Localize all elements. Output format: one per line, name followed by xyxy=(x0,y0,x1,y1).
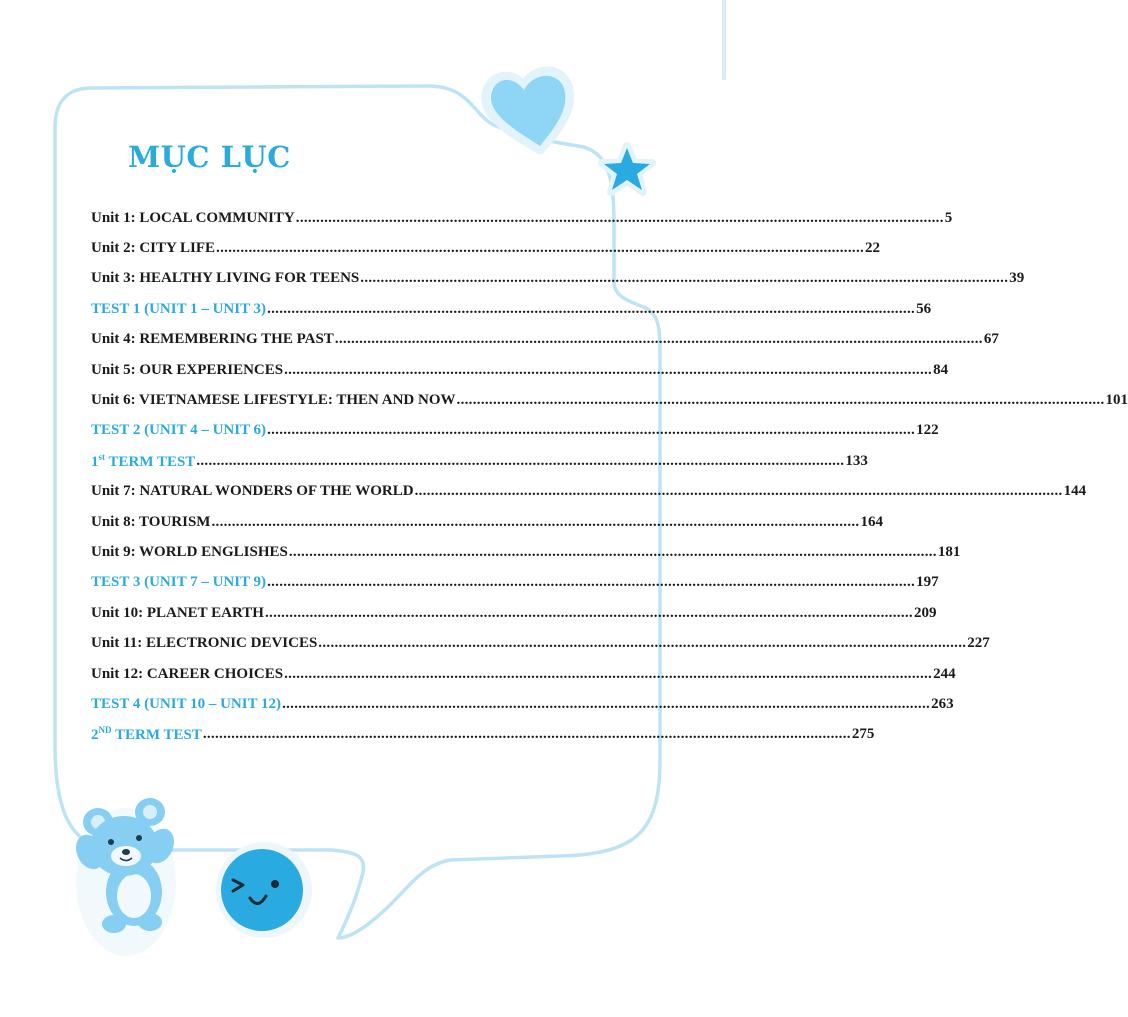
toc-page-number: 197 xyxy=(916,574,939,591)
toc-entry xyxy=(91,294,932,324)
toc-entry-title: TEST 1 (UNIT 1 – UNIT 3) xyxy=(91,300,267,317)
toc-leader-dots: ................................................................................................................................................................ xyxy=(456,392,1105,409)
toc-entry-label xyxy=(91,514,210,531)
toc-leader-dots: ................................................................................................................................................................ xyxy=(196,452,845,469)
toc-entry-label xyxy=(91,605,264,622)
toc-page-number: 67 xyxy=(983,331,999,348)
toc-entry xyxy=(91,598,937,628)
toc-entry-label xyxy=(91,210,295,227)
toc-entry-label xyxy=(91,240,215,257)
star-icon xyxy=(602,146,652,192)
toc-leader-dots: ................................................................................................................................................................ xyxy=(288,543,937,560)
toc-page-number: 275 xyxy=(851,726,875,743)
toc-leader-dots: ................................................................................................................................................................ xyxy=(318,635,967,652)
winking-face-icon xyxy=(216,842,312,938)
toc-leader-dots: ................................................................................................................................................................ xyxy=(267,574,916,591)
toc-page-number: 244 xyxy=(933,665,956,682)
toc-entry-ordinal: st xyxy=(98,451,105,462)
toc-page-number: 101 xyxy=(1105,392,1128,409)
toc-entry xyxy=(91,720,875,750)
toc-leader-dots: ................................................................................................................................................................ xyxy=(284,361,933,378)
toc-entry-label xyxy=(91,635,317,652)
toc-entry xyxy=(91,507,883,537)
toc-entry xyxy=(91,264,1025,294)
toc-page-number: 56 xyxy=(916,300,932,317)
toc-leader-dots: ................................................................................................................................................................ xyxy=(334,331,983,348)
toc-leader-dots: ................................................................................................................................................................ xyxy=(284,665,933,682)
toc-entry-label xyxy=(91,270,359,287)
toc-entry-title: TEST 2 (UNIT 4 – UNIT 6) xyxy=(91,422,267,439)
toc-entry-label xyxy=(91,452,195,471)
toc-entry-title: Unit 9: WORLD ENGLISHES xyxy=(91,543,288,560)
toc-entry-label xyxy=(91,574,266,591)
toc-entry xyxy=(91,477,1087,507)
toc-leader-dots: ................................................................................................................................................................ xyxy=(267,422,916,439)
toc-entry-label xyxy=(91,331,334,348)
toc-entry-title-rest: TERM TEST xyxy=(111,727,202,744)
toc-entry xyxy=(91,233,881,263)
toc-entry xyxy=(91,325,999,355)
toc-entry-label xyxy=(91,422,266,439)
toc-entry xyxy=(91,568,939,598)
toc-page-number: 144 xyxy=(1063,483,1087,500)
toc-entry-title: 2 xyxy=(91,727,99,744)
toc-leader-dots: ................................................................................................................................................................ xyxy=(264,604,913,621)
toc-entry-title-rest: TERM TEST xyxy=(105,453,196,470)
toc-entry-label xyxy=(91,544,288,561)
toc-entry-title: Unit 5: OUR EXPERIENCES xyxy=(91,361,284,378)
toc-leader-dots: ................................................................................................................................................................ xyxy=(282,695,931,712)
toc-entry-title: TEST 4 (UNIT 10 – UNIT 12) xyxy=(91,695,282,712)
toc-entry-title: TEST 3 (UNIT 7 – UNIT 9) xyxy=(91,574,267,591)
toc-page-number: 181 xyxy=(937,543,961,560)
toc-leader-dots: ................................................................................................................................................................ xyxy=(267,300,916,317)
toc-entry-label xyxy=(91,483,414,500)
toc-entry-title: Unit 11: ELECTRONIC DEVICES xyxy=(91,635,318,652)
toc-entry xyxy=(91,203,953,233)
heart-icon xyxy=(486,71,570,150)
toc-entry-title: Unit 12: CAREER CHOICES xyxy=(91,665,284,682)
toc-page-number: 133 xyxy=(845,452,868,469)
toc-leader-dots: ................................................................................................................................................................ xyxy=(360,270,1009,287)
toc-entry xyxy=(91,355,949,385)
toc-entry-label xyxy=(91,696,281,713)
toc-entry-title: Unit 1: LOCAL COMMUNITY xyxy=(91,209,295,226)
toc-entry-label xyxy=(91,666,283,683)
toc-page-number: 263 xyxy=(931,695,954,712)
toc-entry-title: Unit 4: REMEMBERING THE PAST xyxy=(91,331,334,348)
toc-entry-label xyxy=(91,725,202,744)
toc-page-number: 84 xyxy=(933,361,949,378)
toc-page-number: 5 xyxy=(944,209,953,226)
toc-entry-label xyxy=(91,392,456,409)
toc-entry-label xyxy=(91,301,266,318)
toc-entry xyxy=(91,385,1128,415)
toc-page-number: 39 xyxy=(1009,270,1025,287)
toc-entry xyxy=(91,537,961,567)
toc-entry-title: Unit 3: HEALTHY LIVING FOR TEENS xyxy=(91,270,360,287)
toc-entry-title: Unit 2: CITY LIFE xyxy=(91,240,216,257)
toc-leader-dots: ................................................................................................................................................................ xyxy=(414,483,1063,500)
toc-leader-dots: ................................................................................................................................................................ xyxy=(295,209,944,226)
toc-entry-label xyxy=(91,362,283,379)
toc-leader-dots: ................................................................................................................................................................ xyxy=(211,513,860,530)
teddy-bear-icon xyxy=(71,798,180,956)
toc-entry-title: Unit 6: VIETNAMESE LIFESTYLE: THEN AND NOW xyxy=(91,392,456,409)
toc-page-number: 164 xyxy=(860,513,883,530)
toc-entry xyxy=(91,659,956,689)
toc-entry xyxy=(91,446,868,476)
toc-entry-title: 1 xyxy=(91,453,99,470)
toc-page-number: 227 xyxy=(967,635,990,652)
table-of-contents xyxy=(91,203,1128,750)
toc-page-number: 122 xyxy=(916,422,939,439)
toc-page-number: 209 xyxy=(913,604,937,621)
toc-entry xyxy=(91,689,954,719)
toc-leader-dots: ................................................................................................................................................................ xyxy=(202,726,851,743)
toc-leader-dots: ................................................................................................................................................................ xyxy=(216,240,865,257)
toc-entry-ordinal: ND xyxy=(98,725,112,736)
toc-entry xyxy=(91,628,990,658)
page-title: MỤC LỤC xyxy=(128,140,291,174)
toc-entry-title: Unit 7: NATURAL WONDERS OF THE WORLD xyxy=(91,483,414,500)
toc-entry-title: Unit 10: PLANET EARTH xyxy=(91,604,264,621)
toc-entry xyxy=(91,416,939,446)
toc-page-number: 22 xyxy=(865,240,881,257)
toc-entry-title: Unit 8: TOURISM xyxy=(91,513,211,530)
